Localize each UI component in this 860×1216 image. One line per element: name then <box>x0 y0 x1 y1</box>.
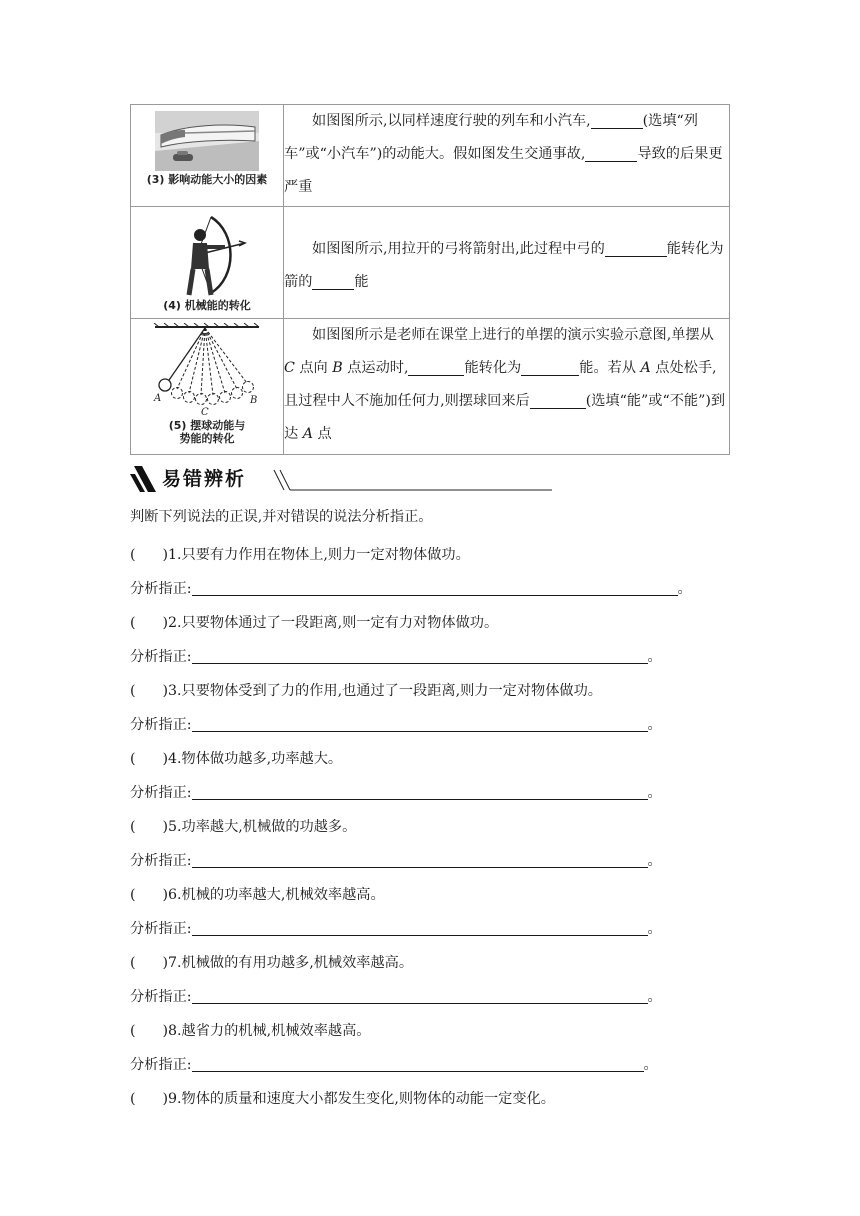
point-label: C <box>284 360 295 376</box>
question-item <box>130 544 470 564</box>
section-divider <box>270 464 560 494</box>
paren-close: ) <box>162 1023 168 1039</box>
fill-blank[interactable] <box>591 112 643 129</box>
answer-parentheses[interactable] <box>130 819 168 835</box>
analysis-label: 分析指正: <box>130 581 192 597</box>
archer-figure <box>167 213 247 297</box>
text-segment: 导致的后果更严重 <box>284 146 723 195</box>
question-text: 9.物体的质量和速度大小都发生变化,则物体的动能一定变化。 <box>168 1091 555 1107</box>
text-segment: 点向 <box>294 360 333 376</box>
analysis-row <box>130 646 662 666</box>
answer-parentheses[interactable] <box>130 547 168 563</box>
text-segment: 能。若从 <box>579 360 641 376</box>
period-mark: 。 <box>647 717 662 733</box>
analysis-label: 分析指正: <box>130 717 192 733</box>
experiment-table <box>130 104 730 455</box>
question-item <box>130 1020 371 1040</box>
paren-open: ( <box>130 819 136 835</box>
question-text-cell <box>284 319 730 455</box>
question-item <box>130 748 342 768</box>
text-segment: (选填“能”或“不能”)到达 <box>284 393 726 442</box>
period-mark: 。 <box>647 785 662 801</box>
analysis-label: 分析指正: <box>130 1057 192 1073</box>
text-segment: 如图图所示,用拉开的弓将箭射出,此过程中弓的 <box>312 241 605 257</box>
paren-open: ( <box>130 683 136 699</box>
fill-blank[interactable] <box>408 359 464 376</box>
question-text: 4.物体做功越多,功率越大。 <box>168 751 343 767</box>
paren-open: ( <box>130 1091 136 1107</box>
analysis-answer-line[interactable] <box>192 580 678 596</box>
analysis-row <box>130 918 662 938</box>
analysis-row <box>130 850 662 870</box>
paren-close: ) <box>162 751 168 767</box>
paren-close: ) <box>162 1091 168 1107</box>
text-segment: 如图图所示,以同样速度行驶的列车和小汽车, <box>312 113 591 129</box>
period-mark: 。 <box>647 649 662 665</box>
question-item <box>130 816 356 836</box>
question-item <box>130 884 385 904</box>
fill-blank[interactable] <box>312 273 354 290</box>
text-segment: 能 <box>354 274 369 290</box>
paren-open: ( <box>130 547 136 563</box>
text-segment: 能转化为箭的 <box>284 241 724 290</box>
answer-parentheses[interactable] <box>130 955 168 971</box>
fill-blank[interactable] <box>521 359 579 376</box>
fill-blank[interactable] <box>585 145 637 162</box>
point-b-label: B <box>250 395 258 406</box>
answer-parentheses[interactable] <box>130 683 168 699</box>
question-item <box>130 952 413 972</box>
point-label: A <box>302 426 313 442</box>
table-row <box>131 319 730 455</box>
paren-close: ) <box>162 615 168 631</box>
analysis-answer-line[interactable] <box>192 852 648 868</box>
section-header <box>130 462 560 498</box>
analysis-label: 分析指正: <box>130 921 192 937</box>
figure-caption: (3) 影响动能大小的因素 <box>146 173 268 186</box>
text-segment: 点处松手,且过程中人不施加任何力,则摆球回来后 <box>284 360 717 409</box>
point-label: A <box>640 360 651 376</box>
analysis-answer-line[interactable] <box>192 920 648 936</box>
period-mark: 。 <box>647 853 662 869</box>
point-label: B <box>332 360 343 376</box>
question-text: 2.只要物体通过了一段距离,则一定有力对物体做功。 <box>168 615 499 631</box>
answer-parentheses[interactable] <box>130 887 168 903</box>
analysis-row <box>130 782 662 802</box>
question-text: 3.只要物体受到了力的作用,也通过了一段距离,则力一定对物体做功。 <box>168 683 602 699</box>
paren-open: ( <box>130 615 136 631</box>
period-mark: 。 <box>647 921 662 937</box>
question-text: 8.越省力的机械,机械效率越高。 <box>168 1023 371 1039</box>
paren-open: ( <box>130 955 136 971</box>
answer-parentheses[interactable] <box>130 615 168 631</box>
figure-caption-line: 势能的转化 <box>179 432 235 445</box>
text-segment: 点 <box>312 426 332 442</box>
question-item <box>130 680 602 700</box>
text-segment: 能转化为 <box>464 360 522 376</box>
paren-close: ) <box>162 547 168 563</box>
table-row <box>131 105 730 207</box>
figure-caption: (4) 机械能的转化 <box>163 299 251 312</box>
text-segment: (选填“列车”或“小汽车”)的动能大。假如图发生交通事故, <box>284 113 698 162</box>
table-row <box>131 207 730 319</box>
figure-cell <box>131 105 284 207</box>
analysis-answer-line[interactable] <box>192 784 648 800</box>
section-slash-icon <box>130 464 160 494</box>
analysis-row <box>130 986 662 1006</box>
point-a-label: A <box>154 393 162 404</box>
period-mark: 。 <box>643 1057 658 1073</box>
question-item <box>130 1088 555 1108</box>
section-title: 易错辨析 <box>162 468 247 490</box>
period-mark: 。 <box>647 989 662 1005</box>
analysis-row <box>130 714 662 734</box>
figure-caption-line: (5) 摆球动能与 <box>168 419 246 432</box>
analysis-answer-line[interactable] <box>192 988 648 1004</box>
paren-close: ) <box>162 819 168 835</box>
paren-close: ) <box>162 887 168 903</box>
question-text-cell <box>284 105 730 207</box>
figure-cell <box>131 319 284 455</box>
analysis-row <box>130 1054 658 1074</box>
question-text: 5.功率越大,机械做的功越多。 <box>168 819 357 835</box>
pendulum-figure <box>151 323 263 417</box>
train-car-figure <box>155 111 259 171</box>
text-segment: 点运动时, <box>342 360 409 376</box>
analysis-row <box>130 578 692 598</box>
paren-open: ( <box>130 751 136 767</box>
text-segment: 如图图所示是老师在课堂上进行的单摆的演示实验示意图,单摆从 <box>312 327 714 343</box>
analysis-answer-line[interactable] <box>192 1056 644 1072</box>
paren-close: ) <box>162 683 168 699</box>
analysis-label: 分析指正: <box>130 785 192 801</box>
fill-blank[interactable] <box>530 392 586 409</box>
period-mark: 。 <box>677 581 692 597</box>
question-text: 6.机械的功率越大,机械效率越高。 <box>168 887 385 903</box>
figure-caption <box>131 419 283 449</box>
analysis-label: 分析指正: <box>130 649 192 665</box>
paren-close: ) <box>162 955 168 971</box>
paren-open: ( <box>130 887 136 903</box>
figure-cell <box>131 207 284 319</box>
analysis-answer-line[interactable] <box>192 648 648 664</box>
paren-open: ( <box>130 1023 136 1039</box>
question-text-cell <box>284 207 730 319</box>
question-item <box>130 612 498 632</box>
answer-parentheses[interactable] <box>130 1091 168 1107</box>
fill-blank[interactable] <box>605 240 667 257</box>
section-instructions: 判断下列说法的正误,并对错误的说法分析指正。 <box>130 509 433 525</box>
point-c-label: C <box>201 407 209 417</box>
question-text: 7.机械做的有用功越多,机械效率越高。 <box>168 955 414 971</box>
question-text: 1.只要有力作用在物体上,则力一定对物体做功。 <box>168 547 470 563</box>
analysis-answer-line[interactable] <box>192 716 648 732</box>
answer-parentheses[interactable] <box>130 751 168 767</box>
analysis-label: 分析指正: <box>130 989 192 1005</box>
analysis-label: 分析指正: <box>130 853 192 869</box>
answer-parentheses[interactable] <box>130 1023 168 1039</box>
